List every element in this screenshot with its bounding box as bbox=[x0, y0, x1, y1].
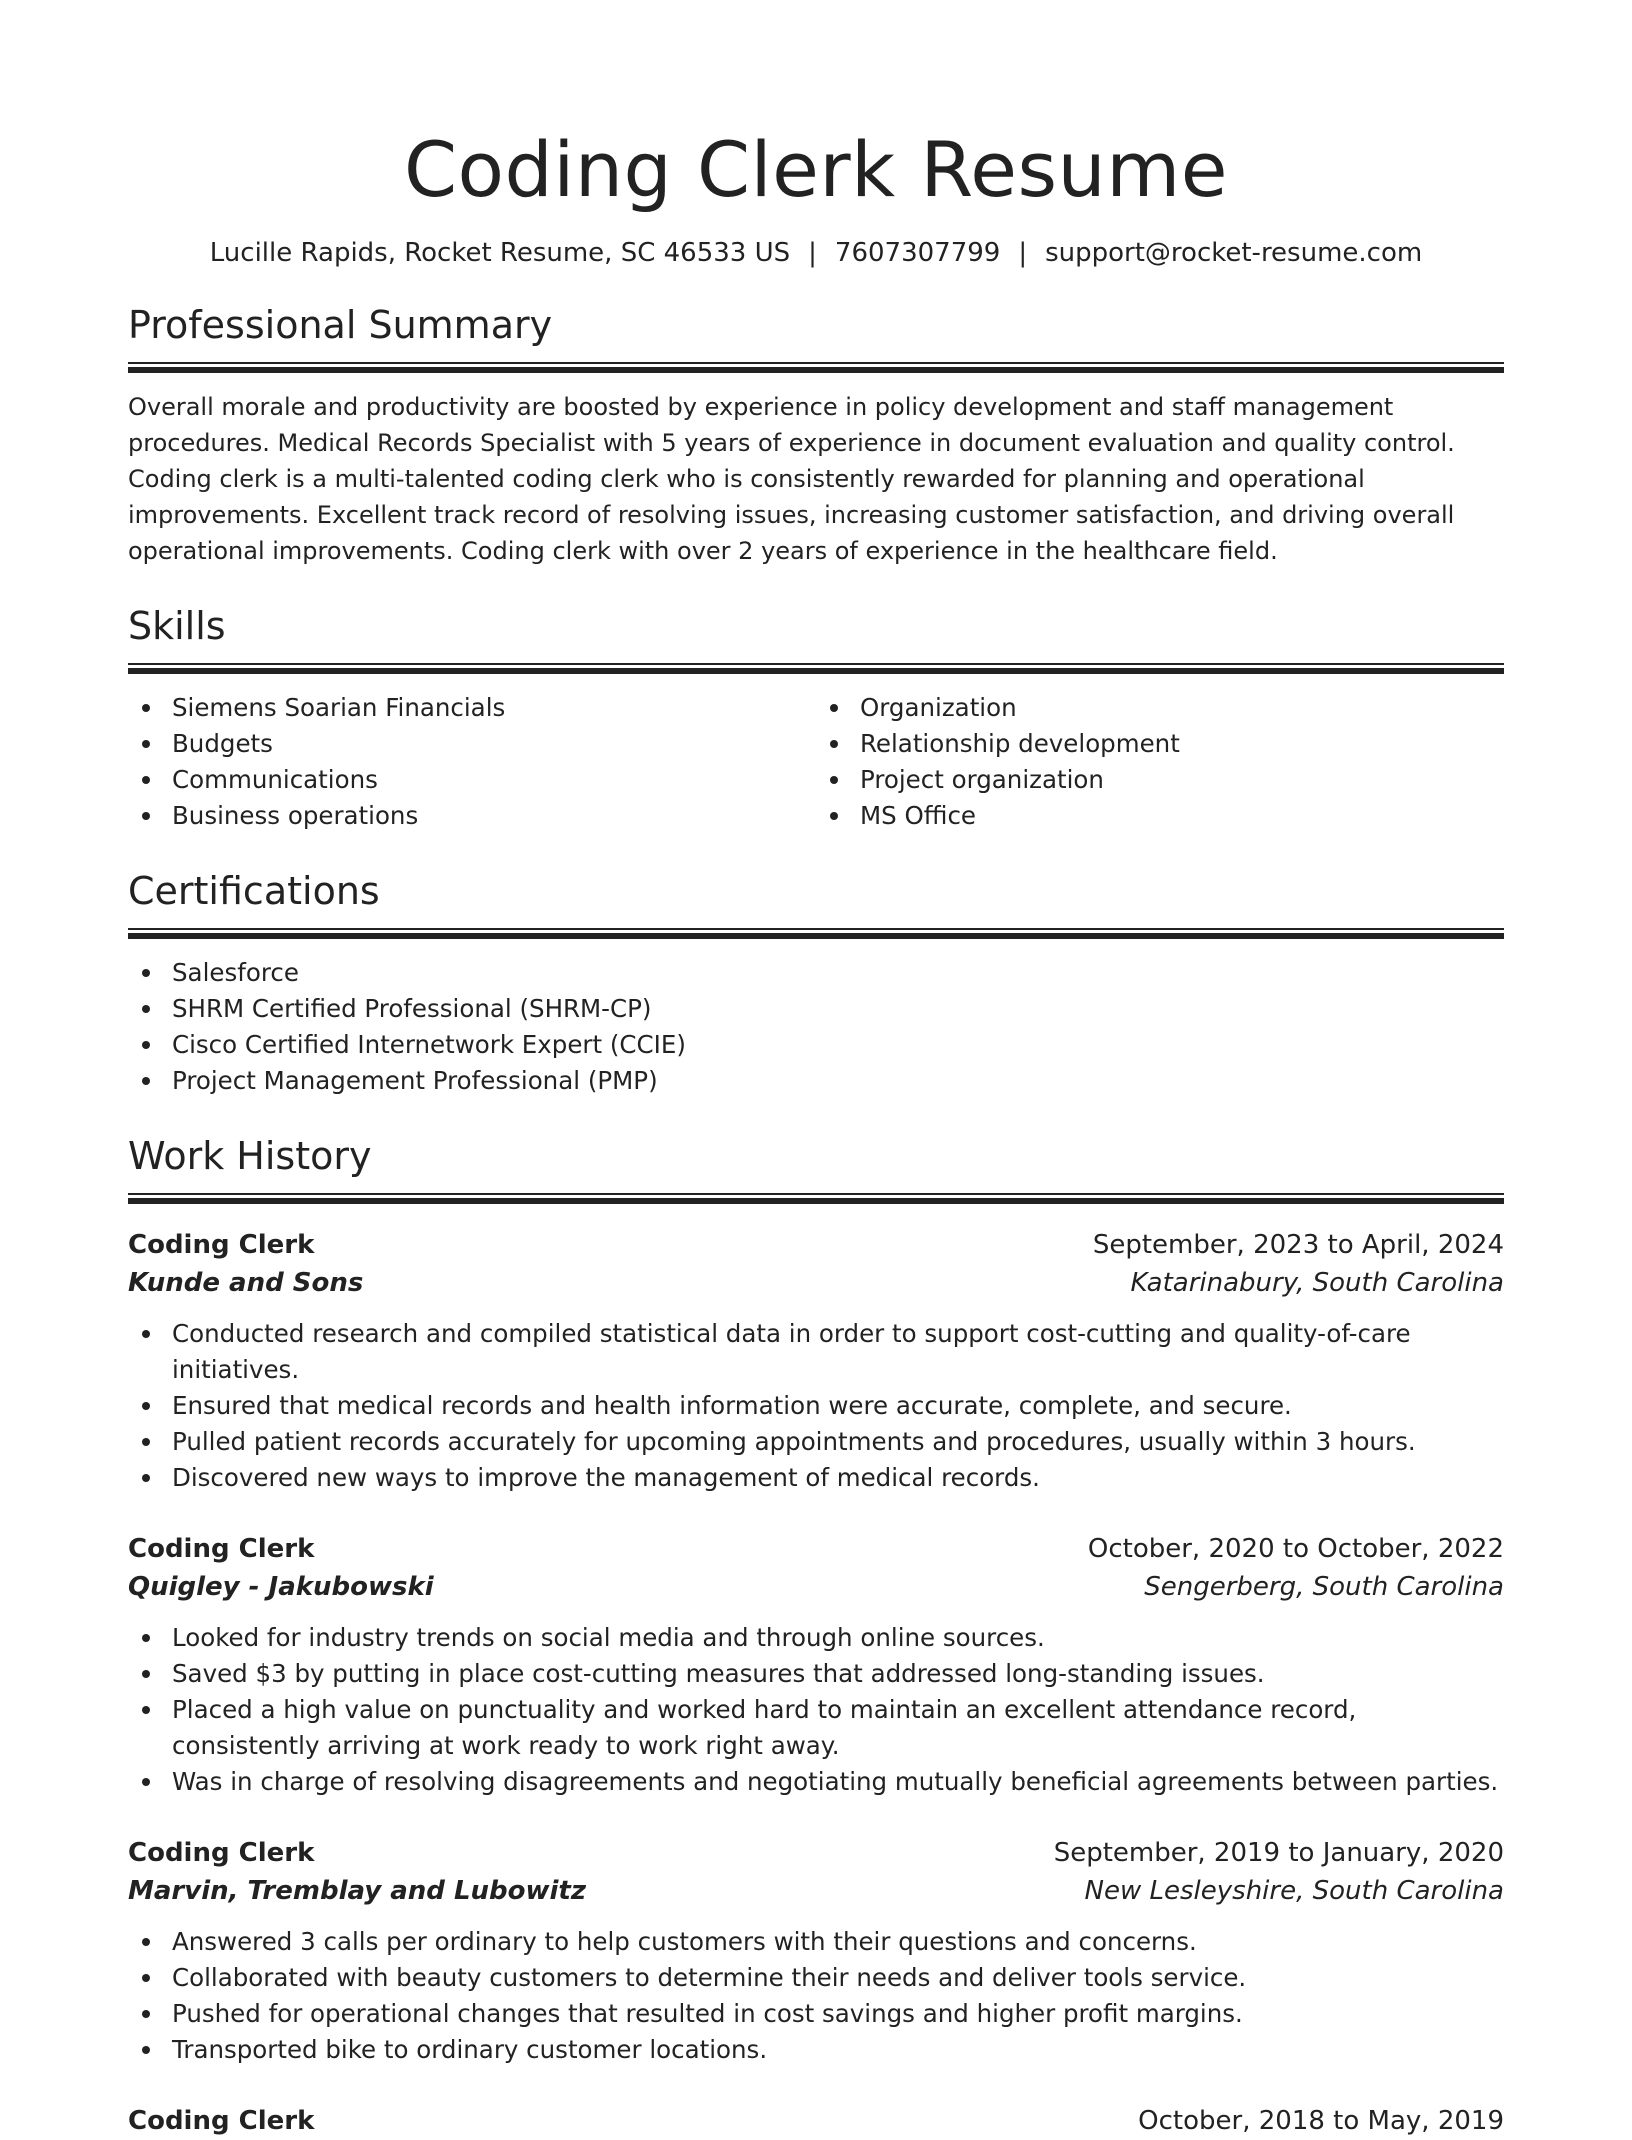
job-entry bbox=[128, 2102, 1504, 2140]
skill-item: Relationship development bbox=[816, 726, 1504, 762]
job-location: Sengerberg, South Carolina bbox=[1144, 1572, 1504, 1602]
skills-list-left bbox=[128, 690, 816, 834]
job-bullet: Answered 3 calls per ordinary to help customers with their questions and concerns. bbox=[128, 1924, 1504, 1960]
job-bullet: Placed a high value on punctuality and worked hard to maintain an excellent attendance record, consistently arriving at work ready to work right away. bbox=[128, 1692, 1504, 1764]
job-dates: October, 2018 to May, 2019 bbox=[1138, 2106, 1504, 2136]
skill-item: Business operations bbox=[128, 798, 816, 834]
job-company: Kunde and Sons bbox=[128, 1268, 364, 1298]
skills-heading: Skills bbox=[128, 604, 226, 648]
job-bullet: Pushed for operational changes that resulted in cost savings and higher profit margins. bbox=[128, 1996, 1504, 2032]
contact-email: support@rocket-resume.com bbox=[1045, 238, 1423, 268]
job-location: New Lesleyshire, South Carolina bbox=[1084, 1876, 1504, 1906]
job-bullet: Looked for industry trends on social media and through online sources. bbox=[128, 1620, 1504, 1656]
contact-address: Lucille Rapids, Rocket Resume, SC 46533 US bbox=[209, 238, 791, 268]
job-bullet: Pulled patient records accurately for upcoming appointments and procedures, usually within 3 hours. bbox=[128, 1424, 1504, 1460]
job-title: Coding Clerk bbox=[128, 2106, 315, 2136]
job-header-row bbox=[128, 2102, 1504, 2140]
job-dates: October, 2020 to October, 2022 bbox=[1087, 1534, 1504, 1564]
job-entry bbox=[128, 1834, 1504, 2068]
job-header-row bbox=[128, 1834, 1504, 1872]
job-company: Quigley - Jakubowski bbox=[128, 1572, 434, 1602]
page-title: Coding Clerk Resume bbox=[403, 125, 1229, 214]
skill-item: Budgets bbox=[128, 726, 816, 762]
job-bullet: Discovered new ways to improve the management of medical records. bbox=[128, 1460, 1504, 1496]
job-title: Coding Clerk bbox=[128, 1838, 315, 1868]
job-header-row bbox=[128, 1530, 1504, 1568]
job-bullets bbox=[128, 1316, 1504, 1496]
job-title: Coding Clerk bbox=[128, 1230, 315, 1260]
certification-item: SHRM Certified Professional (SHRM-CP) bbox=[128, 991, 1504, 1027]
job-company-row bbox=[128, 1264, 1504, 1302]
certifications-list bbox=[128, 955, 1504, 1099]
section-rule bbox=[128, 362, 1504, 373]
job-bullet: Transported bike to ordinary customer locations. bbox=[128, 2032, 1504, 2068]
skill-item: Organization bbox=[816, 690, 1504, 726]
skills-grid bbox=[128, 690, 1504, 834]
skill-item: Siemens Soarian Financials bbox=[128, 690, 816, 726]
job-entry bbox=[128, 1226, 1504, 1496]
skills-list-right bbox=[816, 690, 1504, 834]
section-rule bbox=[128, 928, 1504, 939]
work-history-heading: Work History bbox=[128, 1134, 372, 1178]
contact-separator: | bbox=[1018, 238, 1028, 268]
job-dates: September, 2023 to April, 2024 bbox=[1092, 1230, 1504, 1260]
certification-item: Project Management Professional (PMP) bbox=[128, 1063, 1504, 1099]
job-bullet: Was in charge of resolving disagreements and negotiating mutually beneficial agreements between parties. bbox=[128, 1764, 1504, 1800]
summary-heading: Professional Summary bbox=[128, 303, 553, 347]
certification-item: Salesforce bbox=[128, 955, 1504, 991]
job-company-row bbox=[128, 1568, 1504, 1606]
job-entry bbox=[128, 1530, 1504, 1800]
job-bullet: Ensured that medical records and health information were accurate, complete, and secure. bbox=[128, 1388, 1504, 1424]
job-bullet: Saved $3 by putting in place cost-cutting measures that addressed long-standing issues. bbox=[128, 1656, 1504, 1692]
summary-text: Overall morale and productivity are boosted by experience in policy development and staff management procedures. Medical Records Specialist with 5 years of experience in document evaluation and quality control. Coding clerk is a multi-talented coding clerk who is consistently rewarded for planning and operational improvements. Excellent track record of resolving issues, increasing customer satisfaction, and driving overall operational improvements. Coding clerk with over 2 years of experience in the healthcare field. bbox=[128, 393, 1455, 565]
job-bullet: Conducted research and compiled statistical data in order to support cost-cutting and quality-of-care initiatives. bbox=[128, 1316, 1504, 1388]
job-bullets bbox=[128, 1924, 1504, 2068]
job-company: Marvin, Tremblay and Lubowitz bbox=[128, 1876, 586, 1906]
section-rule bbox=[128, 1193, 1504, 1204]
skill-item: Project organization bbox=[816, 762, 1504, 798]
skill-item: MS Office bbox=[816, 798, 1504, 834]
contact-line bbox=[128, 236, 1504, 270]
job-company-row bbox=[128, 1872, 1504, 1910]
certification-item: Cisco Certified Internetwork Expert (CCIE) bbox=[128, 1027, 1504, 1063]
certifications-heading: Certifications bbox=[128, 869, 380, 913]
section-rule bbox=[128, 663, 1504, 674]
job-bullets bbox=[128, 1620, 1504, 1800]
skill-item: Communications bbox=[128, 762, 816, 798]
job-header-row bbox=[128, 1226, 1504, 1264]
job-dates: September, 2019 to January, 2020 bbox=[1053, 1838, 1504, 1868]
job-bullet: Collaborated with beauty customers to determine their needs and deliver tools service. bbox=[128, 1960, 1504, 1996]
job-location: Katarinabury, South Carolina bbox=[1130, 1268, 1504, 1298]
contact-phone: 7607307799 bbox=[834, 238, 1001, 268]
contact-separator: | bbox=[808, 238, 817, 268]
job-title: Coding Clerk bbox=[128, 1534, 315, 1564]
